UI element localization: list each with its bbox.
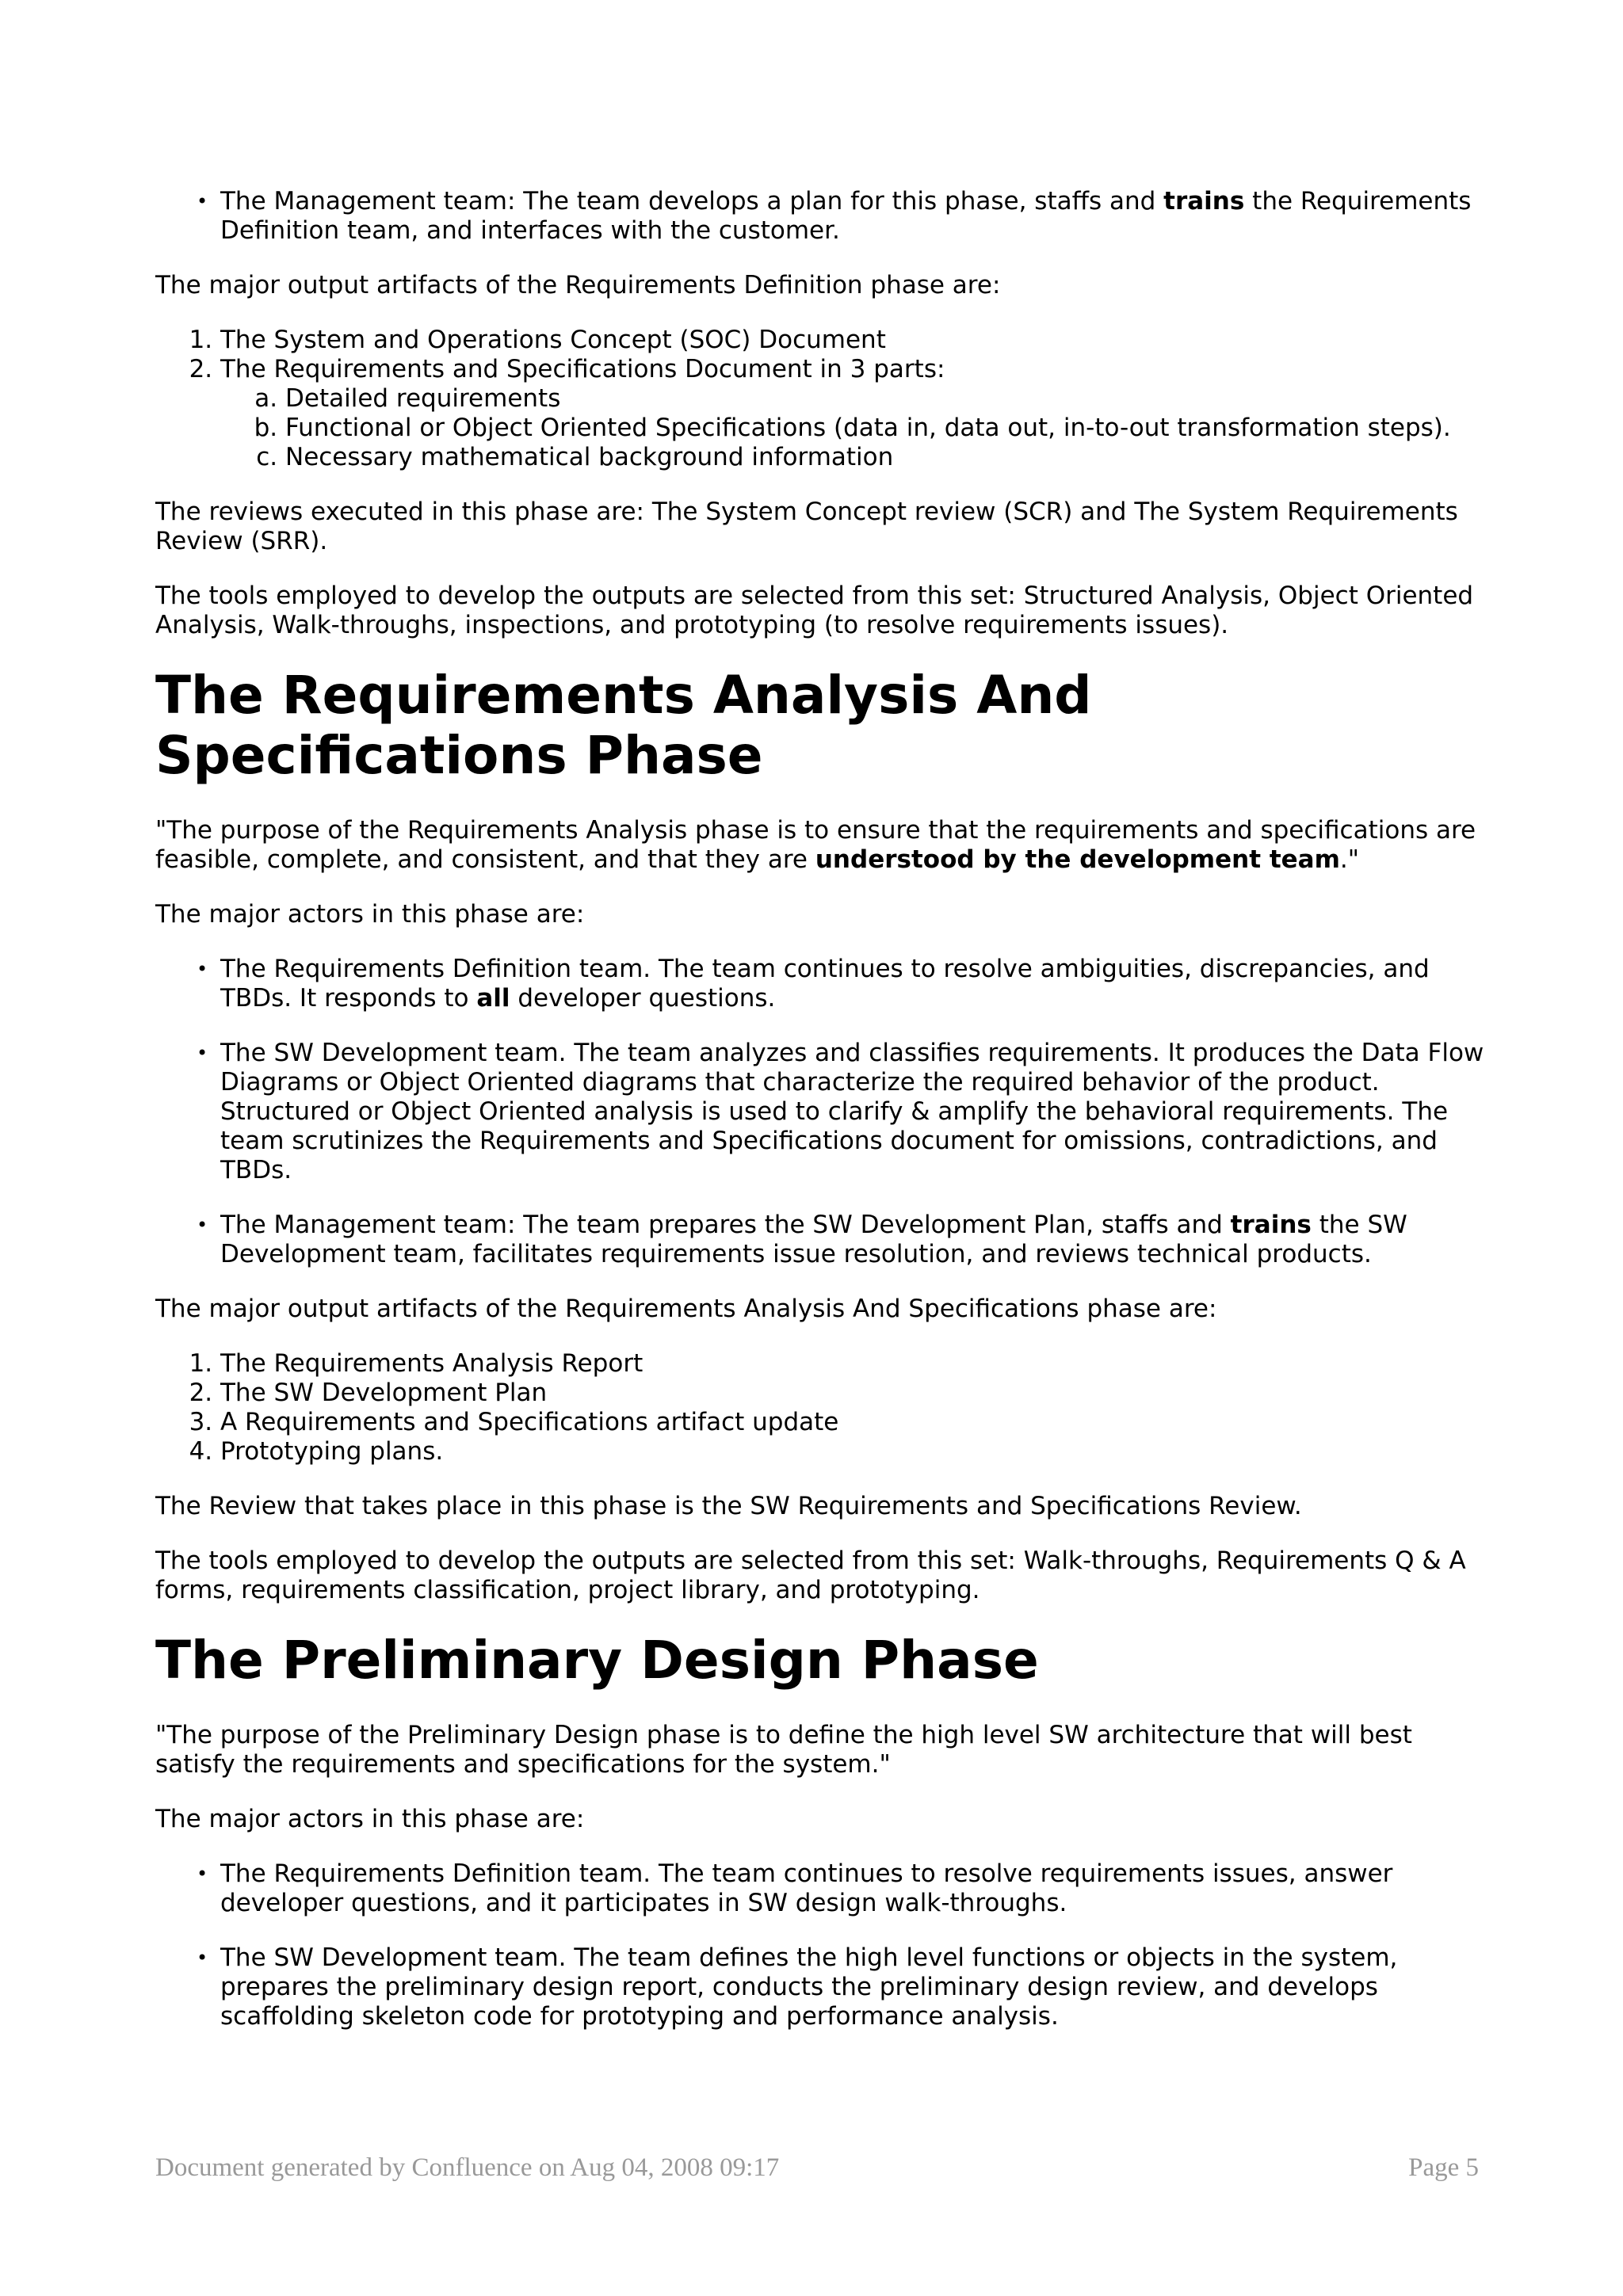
list-item: 1. The Requirements Analysis Report <box>220 1349 1495 1379</box>
artifacts-intro: The major output artifacts of the Requirements Definition phase are: <box>155 271 1001 299</box>
section-heading: The Requirements Analysis And Specifications Phase <box>155 665 1092 786</box>
bullet-icon: • <box>197 1863 208 1885</box>
bullet-icon: • <box>197 1042 208 1064</box>
page-number: Page 5 <box>1408 2153 1479 2182</box>
review-paragraph: The Review that takes place in this phase is the SW Requirements and Specifications Review. <box>155 1492 1302 1520</box>
section-heading: The Preliminary Design Phase <box>155 1630 1039 1691</box>
tools-paragraph: The tools employed to develop the outputs are selected from this set: Walk-throughs, Requirements Q & A forms, requirements classification, project library, and prototyping. <box>155 1547 1466 1604</box>
bullet-icon: • <box>197 1947 208 1969</box>
purpose-paragraph: "The purpose of the Requirements Analysis phase is to ensure that the requirements and specifications are feasible, complete, and consistent, and that they are understood by the development team." <box>155 816 1476 874</box>
list-item: • The Management team: The team prepares the SW Development Plan, staffs and trains the SW Development team, facilitates requirements issue resolution, and reviews technical products. <box>197 1211 1407 1268</box>
actors-list <box>155 955 1495 1269</box>
purpose-paragraph: "The purpose of the Preliminary Design phase is to define the high level SW architecture that will best satisfy the requirements and specifications for the system." <box>155 1721 1412 1779</box>
page-footer <box>155 2153 1479 2183</box>
list-item: • The SW Development team. The team analyzes and classifies requirements. It produces the Data Flow Diagrams or Object Oriented diagrams that characterize the required behavior of the product. Structured or Object Oriented analysis is used to clarify & amplify the behavioral requirements. The team scrutinizes the Requirements and Specifications document for omissions, contradictions, and TBDs. <box>197 1039 1484 1184</box>
bullet-icon: • <box>197 958 208 980</box>
artifacts-list <box>155 1349 1495 1466</box>
list-item: b. Functional or Object Oriented Specifications (data in, data out, in-to-out transformation steps). <box>285 414 1495 443</box>
tools-paragraph: The tools employed to develop the outputs are selected from this set: Structured Analysis, Object Oriented Analysis, Walk-throughs, inspections, and prototyping (to resolve requirements issues). <box>155 582 1474 639</box>
artifacts-list <box>155 326 1495 472</box>
actors-list <box>155 1859 1495 2031</box>
document-body <box>155 187 1495 2057</box>
reviews-paragraph: The reviews executed in this phase are: The System Concept review (SCR) and The System Requirements Review (SRR). <box>155 498 1458 555</box>
bullet-list-mgmt <box>155 187 1495 246</box>
list-item: 1. The System and Operations Concept (SOC) Document <box>220 326 1495 355</box>
list-item: • The Management team: The team develops a plan for this phase, staffs and trains the Requirements Definition team, and interfaces with the customer. <box>197 187 1472 245</box>
footer-generated-text: Document generated by Confluence on Aug 04, 2008 09:17 <box>155 2153 780 2182</box>
actors-intro: The major actors in this phase are: <box>155 900 585 929</box>
list-item: 2. The SW Development Plan <box>220 1379 1495 1408</box>
list-item: 4. Prototyping plans. <box>220 1437 1495 1466</box>
list-item: • The SW Development team. The team defines the high level functions or objects in the system, prepares the preliminary design report, conducts the preliminary design review, and develops scaffolding skeleton code for prototyping and performance analysis. <box>197 1943 1398 2031</box>
artifacts-intro: The major output artifacts of the Requirements Analysis And Specifications phase are: <box>155 1295 1217 1323</box>
subparts-list <box>220 384 1495 472</box>
list-item: a. Detailed requirements <box>285 384 1495 414</box>
list-item: • The Requirements Definition team. The team continues to resolve requirements issues, answer developer questions, and it participates in SW design walk-throughs. <box>197 1859 1393 1917</box>
list-item: c. Necessary mathematical background information <box>285 443 1495 472</box>
list-item: 3. A Requirements and Specifications artifact update <box>220 1408 1495 1437</box>
list-item: 2. The Requirements and Specifications Document in 3 parts: a. Detailed requirements b. Functional or Object Oriented Specifications (data in, data out, in-to-out transformation steps). c. Necessary mathematical background information <box>220 355 1495 472</box>
bullet-icon: • <box>197 190 208 212</box>
list-item: • The Requirements Definition team. The team continues to resolve ambiguities, discrepancies, and TBDs. It responds to all developer questions. <box>197 955 1430 1013</box>
bullet-icon: • <box>197 1214 208 1236</box>
actors-intro: The major actors in this phase are: <box>155 1805 585 1833</box>
